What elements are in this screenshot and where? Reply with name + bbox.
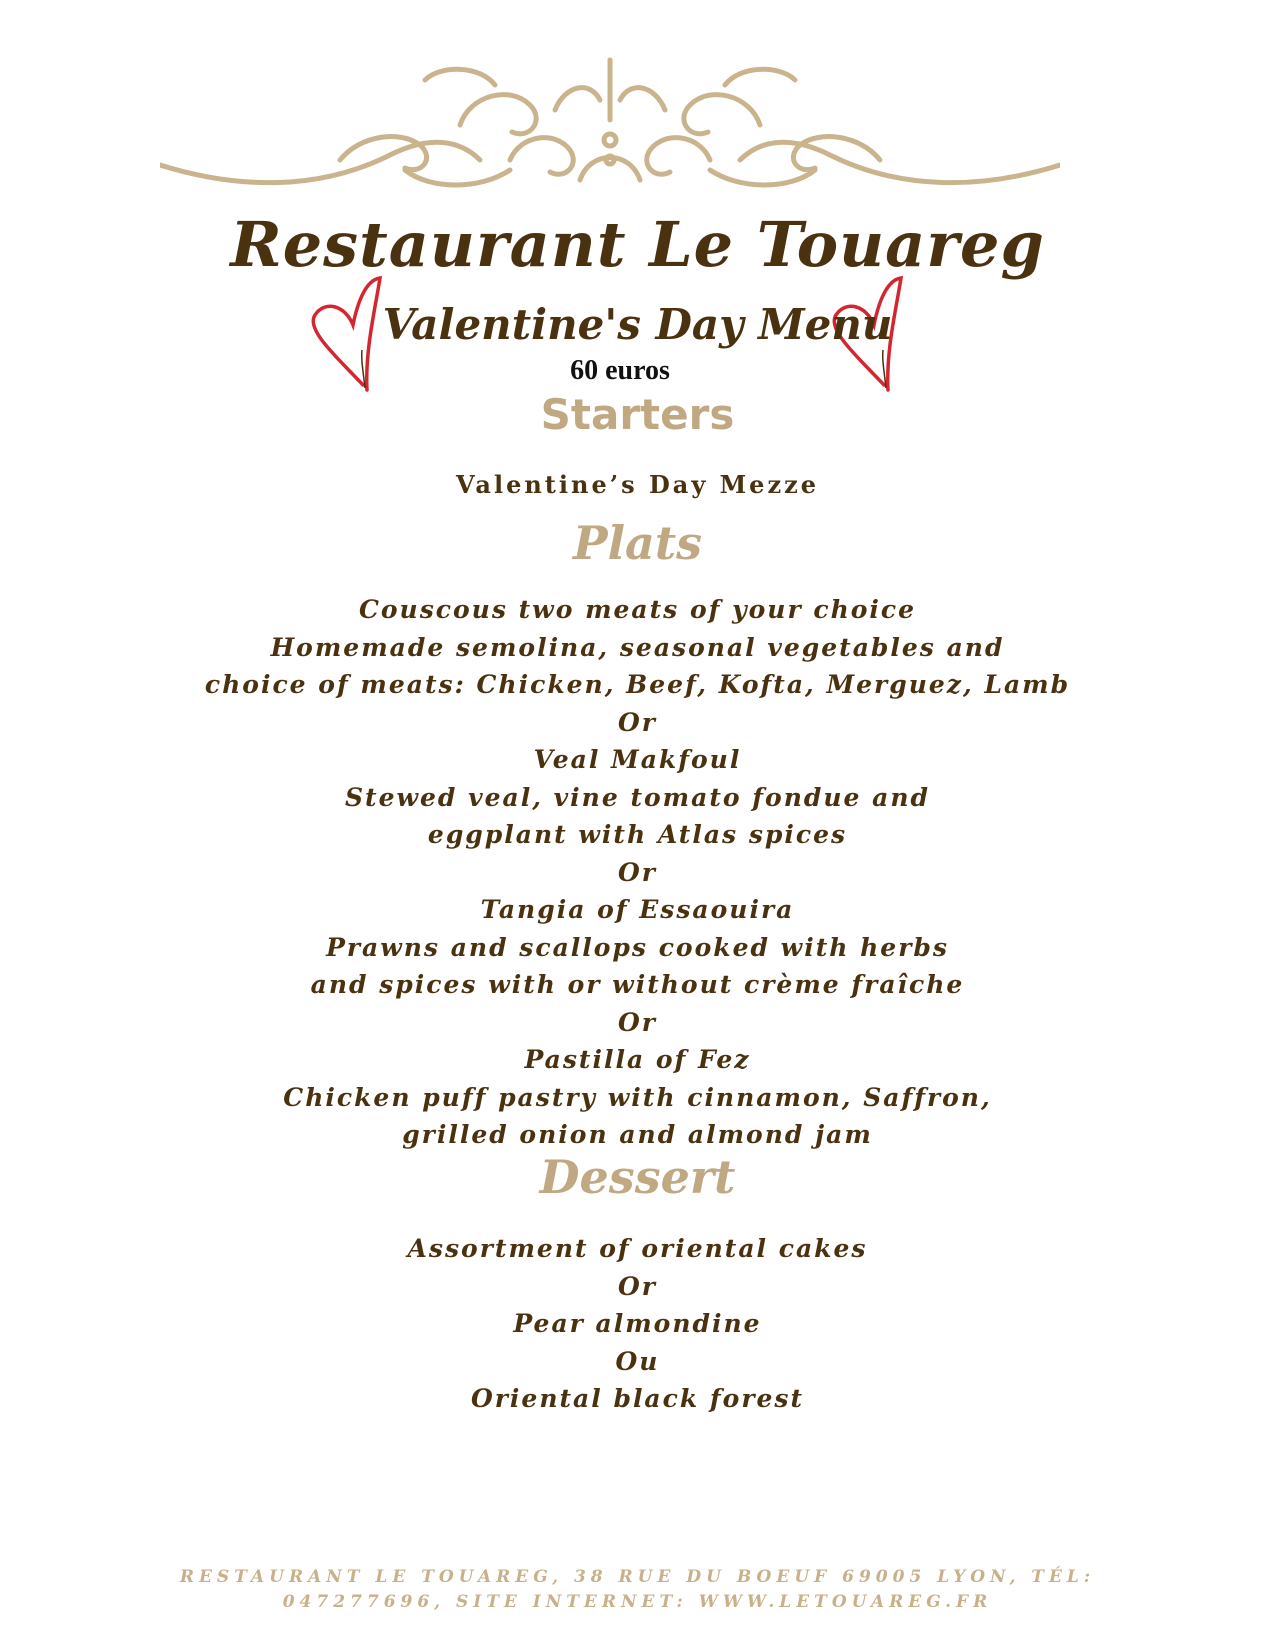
plat-line: eggplant with Atlas spices [427,820,848,849]
footer-contact [0,1565,1275,1615]
starters-list [0,466,1275,504]
plat-line: Prawns and scallops cooked with herbs [326,932,949,962]
plat-line: Chicken puff pastry with cinnamon, Saffron, [283,1082,992,1112]
plat-line: and spices with or without crème fraîche [310,970,965,999]
plat-separator: Or [618,1007,657,1037]
restaurant-name: Restaurant Le Touareg [230,208,1045,281]
plat-line: Veal Makfoul [533,745,742,774]
dessert-separator: Or [618,1271,657,1301]
plat-line: Stewed veal, vine tomato fondue and [345,782,930,812]
plat-line: Pastilla of Fez [524,1045,751,1074]
dessert-line: Pear almondine [513,1309,762,1338]
dessert-list [0,1230,1275,1418]
section-heading-starters: Starters [540,390,735,439]
dessert-line: Assortment of oriental cakes [407,1234,868,1263]
menu-title: Valentine's Day Menu [382,300,893,349]
plats-list [0,591,1275,1154]
section-heading-dessert: Dessert [539,1150,736,1204]
plat-line: Couscous two meats of your choice [358,595,917,624]
footer-phone-website: 047277696, SITE INTERNET: WWW.LETOUAREG.FR [282,1592,993,1612]
scroll-flourish-icon [160,40,1060,210]
starter-item: Valentine’s Day Mezze [456,470,819,499]
footer-address: RESTAURANT LE TOUAREG, 38 RUE DU BOEUF 69005 LYON, TÉL: [179,1567,1096,1587]
plat-line: Homemade semolina, seasonal vegetables and [270,632,1005,662]
plat-line: choice of meats: Chicken, Beef, Kofta, Merguez, Lamb [204,670,1071,699]
plat-separator: Or [618,707,657,737]
plat-separator: Or [618,857,657,887]
section-heading-plats: Plats [572,516,702,570]
menu-price: 60 euros [570,355,670,386]
dessert-separator: Ou [615,1346,660,1376]
dessert-line: Oriental black forest [470,1384,805,1413]
plat-line: Tangia of Essaouira [480,895,795,924]
plat-line: grilled onion and almond jam [402,1120,873,1149]
